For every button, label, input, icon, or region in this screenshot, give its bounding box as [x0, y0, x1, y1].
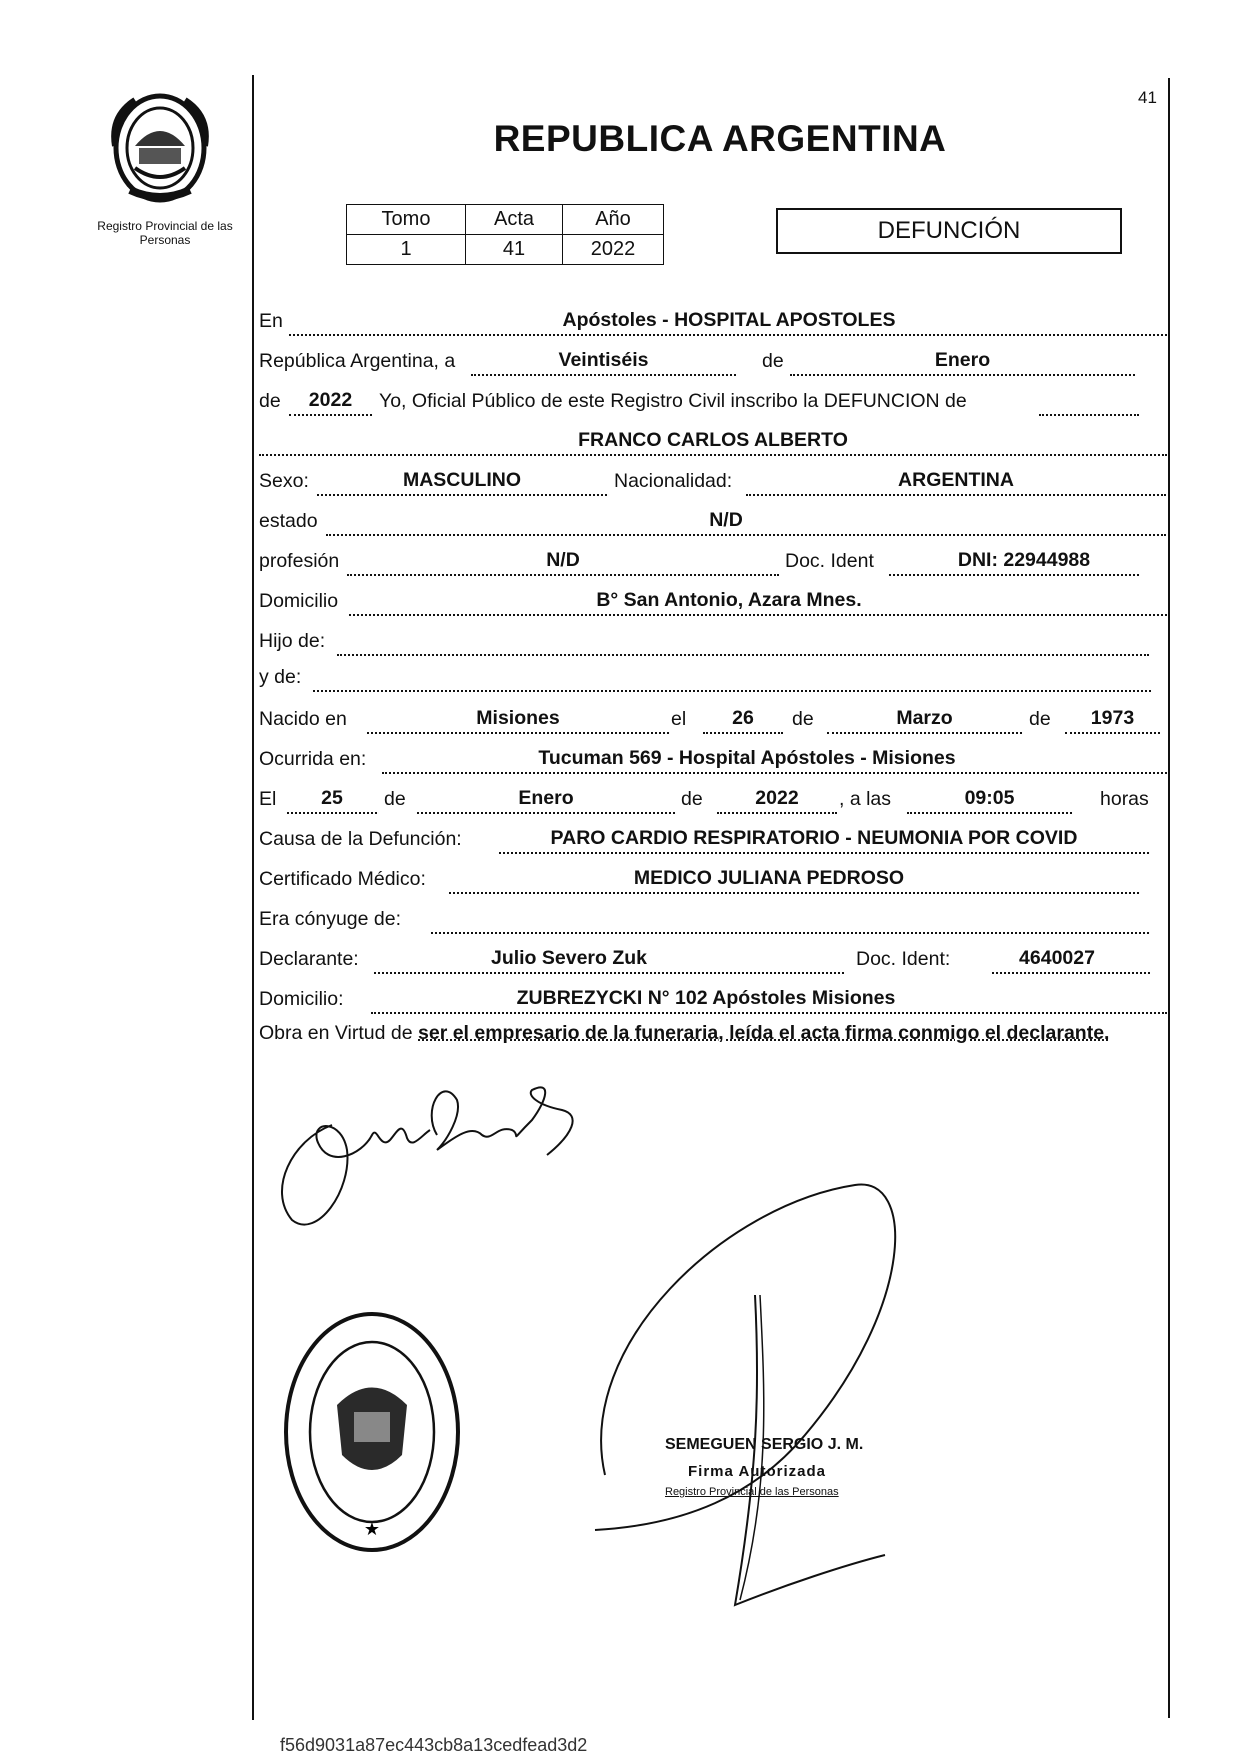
birth-place-value: Misiones: [476, 707, 560, 729]
official-name: SEMEGUEN SERGIO J. M.: [665, 1436, 864, 1453]
row-year: [259, 382, 1167, 416]
organization-label: Registro Provincial de las Personas: [97, 219, 233, 247]
obra-paragraph: [259, 1018, 1164, 1048]
dotted-line: [703, 732, 783, 734]
page-number: 41: [1138, 88, 1157, 107]
nacionalidad-value: ARGENTINA: [898, 469, 1014, 491]
birth-month-value: Marzo: [896, 707, 953, 729]
death-time-value: 09:05: [964, 787, 1015, 809]
death-day-value: 25: [321, 787, 343, 809]
doc-label: Doc. Ident: [785, 550, 874, 572]
causa-label: Causa de la Defunción:: [259, 828, 462, 850]
sexo-label: Sexo:: [259, 470, 309, 492]
right-margin-rule: [1168, 78, 1170, 1718]
row-ocurrida: [259, 740, 1167, 774]
conyuge-label: Era cónyuge de:: [259, 908, 402, 930]
el2-label: El: [259, 788, 277, 810]
dotted-line: [374, 972, 844, 974]
de-label: de: [792, 708, 814, 730]
de-label: de: [762, 350, 784, 372]
declarante-label: Declarante:: [259, 948, 359, 970]
de-label: de: [681, 788, 703, 810]
dotted-line: [889, 574, 1139, 576]
declarante-value: Julio Severo Zuk: [490, 947, 648, 969]
deceased-name-value: FRANCO CARLOS ALBERTO: [578, 429, 848, 451]
dotted-line: [313, 690, 1151, 692]
domicilio-label: Domicilio: [259, 590, 339, 612]
tomo-header: Tomo: [347, 205, 466, 235]
yde-label: y de:: [259, 666, 302, 688]
row-causa: [259, 820, 1167, 854]
dotted-line: [1065, 732, 1160, 734]
dotted-line: [746, 494, 1166, 496]
certificado-label: Certificado Médico:: [259, 868, 426, 890]
dotted-line: [317, 494, 607, 496]
ocurrida-label: Ocurrida en:: [259, 748, 367, 770]
obra-text: ser el empresario de la funeraria, leída el acta firma conmigo el declarante.: [418, 1022, 1110, 1044]
row-death-date: [259, 780, 1167, 814]
row-sexo: [259, 462, 1167, 496]
anio-value: 2022: [563, 235, 664, 265]
row-yde: [259, 658, 1167, 692]
dotted-line: [349, 614, 1167, 616]
row-profesion: [259, 542, 1167, 576]
row-conyuge: [259, 900, 1167, 934]
official-org: Registro Provincial de las Personas: [665, 1486, 839, 1498]
row-en: [259, 302, 1167, 336]
death-month-value: Enero: [518, 787, 574, 809]
row-domicilio: [259, 582, 1167, 616]
domicilio2-value: ZUBREZYCKI N° 102 Apóstoles Misiones: [516, 987, 896, 1009]
dotted-line: [371, 1012, 1167, 1014]
domicilio-value: B° San Antonio, Azara Mnes.: [596, 589, 862, 611]
registry-stamp: [282, 1310, 462, 1555]
year-value: 2022: [308, 389, 353, 411]
month-value: Enero: [934, 349, 991, 371]
dotted-line: [1039, 414, 1139, 416]
profesion-value: N/D: [546, 549, 580, 571]
republica-label: República Argentina, a: [259, 350, 456, 372]
place-value: Apóstoles - HOSPITAL APOSTOLES: [562, 309, 896, 331]
alas-label: , a las: [839, 788, 892, 810]
row-declarante: [259, 940, 1167, 974]
document-hash: f56d9031a87ec443cb8a13cedfead3d2: [280, 1735, 588, 1755]
dotted-line: [287, 812, 377, 814]
dotted-line: [431, 932, 1149, 934]
sexo-value: MASCULINO: [402, 469, 522, 491]
dotted-line: [337, 654, 1149, 656]
nacido-label: Nacido en: [259, 708, 347, 730]
document-title: REPUBLICA ARGENTINA: [493, 118, 947, 159]
dotted-line: [289, 334, 1167, 336]
row-domicilio2: [259, 980, 1167, 1014]
province-seal-logo: [105, 86, 215, 206]
row-hijo: [259, 622, 1167, 656]
domicilio2-label: Domicilio:: [259, 988, 344, 1010]
dotted-line: [326, 534, 1166, 536]
record-type-box: DEFUNCIÓN: [776, 208, 1122, 254]
acta-value: 41: [466, 235, 563, 265]
death-year-value: 2022: [755, 787, 799, 809]
dotted-line: [827, 732, 1022, 734]
dotted-line: [417, 812, 675, 814]
doc2-label: Doc. Ident:: [856, 948, 951, 970]
row-nacido: [259, 700, 1167, 734]
dotted-line: [499, 852, 1149, 854]
dotted-line: [289, 414, 372, 416]
birth-year-value: 1973: [1090, 707, 1135, 729]
dotted-line: [382, 772, 1167, 774]
oficial-text: Yo, Oficial Público de este Registro Civil inscribo la DEFUNCION de: [379, 390, 967, 412]
dotted-line: [347, 574, 779, 576]
anio-header: Año: [563, 205, 664, 235]
estado-value: N/D: [709, 509, 743, 531]
row-certificado: [259, 860, 1167, 894]
day-words-value: Veintiséis: [558, 349, 649, 371]
reference-table: [346, 204, 664, 265]
year-prefix-label: de: [259, 390, 281, 412]
horas-label: horas: [1100, 788, 1149, 810]
obra-label: Obra en Virtud de: [259, 1022, 413, 1044]
svg-text:★: ★: [363, 1519, 381, 1540]
row-republica: [259, 342, 1167, 376]
hijo-label: Hijo de:: [259, 630, 326, 652]
ocurrida-value: Tucuman 569 - Hospital Apóstoles - Misiones: [538, 747, 956, 769]
el-label: el: [671, 708, 687, 730]
row-name: [259, 422, 1167, 456]
dotted-line: [259, 454, 1167, 456]
dotted-line: [367, 732, 669, 734]
de-label: de: [1029, 708, 1051, 730]
en-label: En: [259, 310, 283, 332]
official-role: Firma Autorizada: [688, 1463, 826, 1480]
row-estado: [259, 502, 1167, 536]
dotted-line: [717, 812, 837, 814]
official-signature: [585, 1145, 915, 1625]
tomo-value: 1: [347, 235, 466, 265]
left-margin-rule: [252, 75, 254, 1720]
de-label: de: [384, 788, 406, 810]
dotted-line: [449, 892, 1139, 894]
doc2-value: 4640027: [1019, 947, 1095, 969]
acta-header: Acta: [466, 205, 563, 235]
causa-value: PARO CARDIO RESPIRATORIO - NEUMONIA POR COVID: [550, 827, 1078, 849]
certificado-value: MEDICO JULIANA PEDROSO: [633, 867, 905, 889]
dotted-line: [992, 972, 1150, 974]
profesion-label: profesión: [259, 550, 340, 572]
dotted-line: [907, 812, 1072, 814]
estado-label: estado: [259, 510, 318, 532]
dotted-line: [790, 374, 1135, 376]
birth-day-value: 26: [732, 707, 754, 729]
dotted-line: [471, 374, 736, 376]
declarant-signature: [272, 1080, 612, 1230]
doc-value: DNI: 22944988: [957, 549, 1091, 571]
nacionalidad-label: Nacionalidad:: [614, 470, 733, 492]
